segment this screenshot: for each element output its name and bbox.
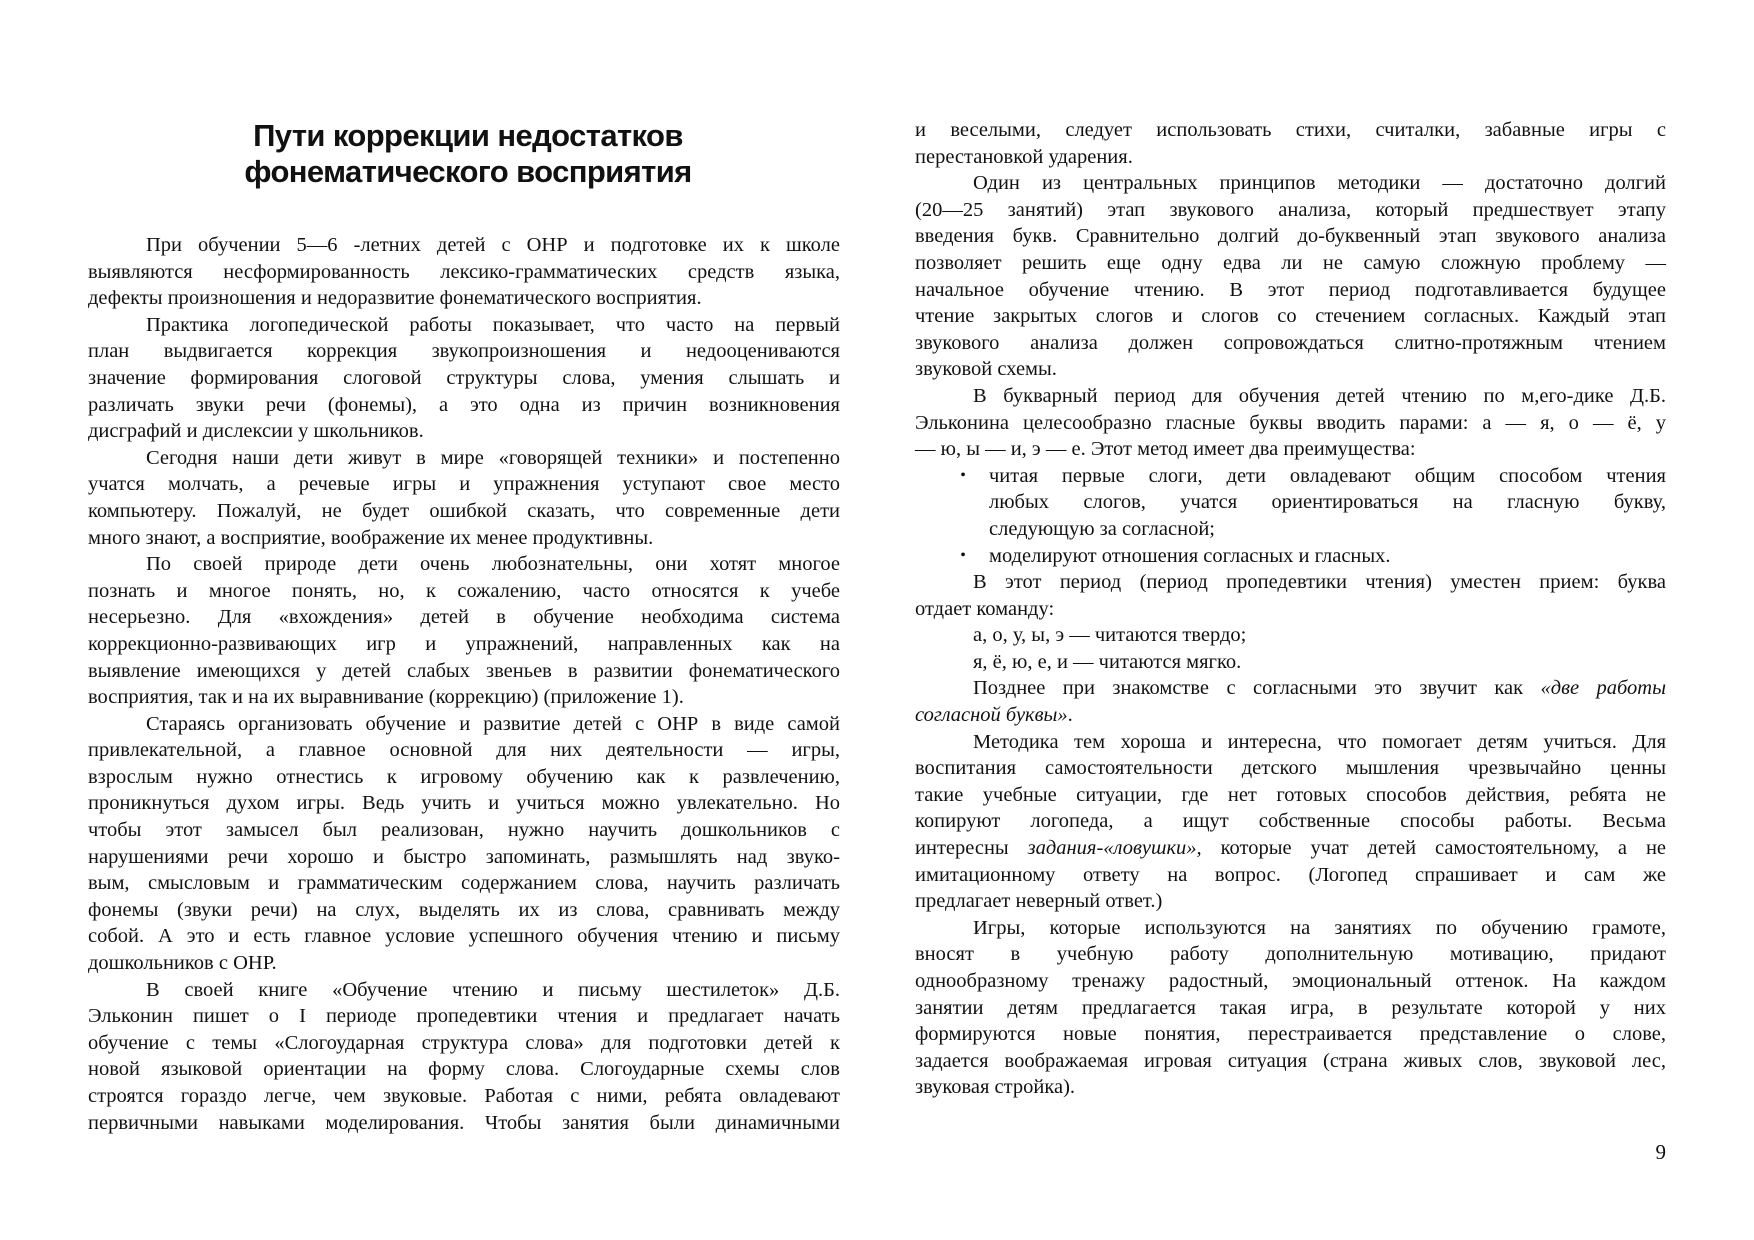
text-run: привлекательной, а главное основной для них деятельности — игры, (88, 739, 840, 762)
text-line (915, 170, 1666, 197)
text-run: любых слогов, учатся ориентироваться на гласную букву, (989, 491, 1666, 514)
text-run: проникнуться духом игры. Ведь учить и учиться можно увлекательно. Но (88, 792, 840, 815)
bullet-icon: • (960, 466, 966, 484)
text-run: взрослым нужно отнестись к игровому обучению как к развлечению, (88, 765, 840, 788)
text-run: однообразному тренажу радостный, эмоциональный оттенок. На каждом (915, 970, 1666, 992)
text-run: В букварный период для обучения детей чтению по м,его-дике Д.Б. (973, 384, 1666, 407)
text-line (88, 870, 840, 897)
bullet-list-item (915, 543, 1666, 570)
text-line (88, 525, 840, 552)
text-line (915, 223, 1666, 250)
text-line (88, 1056, 840, 1083)
text-run: предлагает неверный ответ.) (915, 890, 1163, 913)
paragraph (915, 622, 1666, 649)
text-line (88, 392, 840, 419)
text-run: начальное обучение чтению. В этот период подготавливается будущее (915, 278, 1666, 301)
text-run: и веселыми, следует использовать стихи, считалки, забавные игры с (915, 119, 1666, 141)
text-run: восприятия, так и на их выравнивание (коррекцию) (приложение 1). (88, 686, 684, 709)
text-line (915, 649, 1666, 676)
text-run: компьютеру. Пожалуй, не будет ошибкой сказать, что современные дети (88, 499, 840, 522)
text-line (88, 551, 840, 578)
text-run: введения букв. Сравнительно долгий до-буквенный этап звукового анализа (915, 225, 1666, 248)
text-run: воспитания самостоятельности детского мышления чрезвычайно ценны (915, 757, 1666, 780)
text-line (88, 259, 840, 286)
text-line (88, 684, 840, 711)
text-line (88, 232, 840, 259)
text-line (915, 277, 1666, 304)
text-line (915, 702, 1666, 729)
text-run: чтобы этот замысел был реализован, нужно научить дошкольников с (88, 819, 840, 842)
text-run: занятии детям предлагается такая игра, в результате которой у них (915, 996, 1666, 1019)
text-line (88, 923, 840, 950)
text-run: значение формирования слоговой структуры слова, умения слышать и (88, 366, 840, 389)
text-line (88, 977, 840, 1004)
text-run: коррекционно-развивающих игр и упражнений, направленных как на (88, 632, 840, 655)
paragraph (88, 551, 840, 711)
text-line (88, 1030, 840, 1057)
text-run: план выдвигается коррекция звукопроизношения и недооцениваются (88, 340, 840, 363)
text-run: позволяет решить еще одну едва ли не самую сложную проблему — (915, 251, 1666, 274)
text-line (915, 1021, 1666, 1048)
text-line (915, 835, 1666, 862)
text-run: звуковой схемы. (915, 358, 1057, 381)
text-line (915, 303, 1666, 330)
text-line (88, 711, 840, 738)
paragraph (915, 170, 1666, 383)
text-run: формируются новые понятия, перестраивается представление о слове, (915, 1023, 1666, 1046)
text-line (915, 782, 1666, 809)
text-line (915, 915, 1666, 942)
text-line (989, 463, 1666, 490)
text-line (88, 658, 840, 685)
text-run: Стараясь организовать обучение и развитие детей с ОНР в виде самой (146, 712, 840, 735)
text-run: По своей природе дети очень любознательны, они хотят многое (146, 553, 840, 576)
text-line (88, 578, 840, 605)
text-line (88, 631, 840, 658)
text-line (88, 1003, 840, 1030)
text-run: читая первые слоги, дети овладевают общим способом чтения (989, 464, 1666, 487)
text-run: учатся молчать, а речевые игры и упражнения уступают свое место (88, 473, 840, 496)
text-line (88, 764, 840, 791)
text-run: такие учебные ситуации, где нет готовых способов действия, ребята не (915, 783, 1666, 806)
paragraph (88, 711, 840, 977)
text-run: нарушениями речи хорошо и быстро запоминать, размышлять над звуко- (88, 845, 840, 868)
page-title (88, 118, 840, 190)
text-run: В этот период (период пропедевтики чтения) уместен прием: буква (973, 571, 1666, 594)
text-run: дисграфий и дислексии у школьников. (88, 420, 424, 443)
italic-text-run: согласной буквы» (915, 704, 1068, 727)
text-run: следующую за согласной; (989, 517, 1215, 540)
text-run: строятся гораздо легче, чем звуковые. Работая с ними, ребята овладевают (88, 1085, 840, 1107)
text-run: вносят в учебную работу дополнительную мотивацию, придают (915, 943, 1666, 966)
text-line (915, 808, 1666, 835)
text-run: задается воображаемая игровая ситуация (страна живых слов, звуковой лес, (915, 1049, 1666, 1072)
text-line (915, 1074, 1666, 1101)
text-run: Один из центральных принципов методики — достаточно долгий (973, 172, 1666, 195)
text-run: которые учат детей самостоятельному, а не (1220, 837, 1667, 860)
text-run: новой языковой ориентации на форму слова. Слогоударные схемы слов (88, 1058, 840, 1081)
text-run: чтение закрытых слогов и слогов со стечением согласных. Каждый этап (915, 305, 1666, 328)
text-run: Эльконин пишет о I периоде пропедевтики чтения и предлагает начать (88, 1005, 840, 1028)
text-line (915, 862, 1666, 889)
right-column-body-bottom (915, 569, 1666, 1101)
paragraph (915, 569, 1666, 622)
text-run: познать и многое понять, но, к сожалению, часто относятся к учебе (88, 579, 840, 602)
text-run: дефекты произношения и недоразвитие фонематического восприятия. (88, 287, 702, 310)
paragraph (915, 117, 1666, 170)
text-run: звуковая стройка). (915, 1076, 1076, 1099)
text-line (915, 117, 1666, 144)
text-line (88, 418, 840, 445)
text-run: . (1067, 704, 1073, 727)
text-run: При обучении 5—6 -летних детей с ОНР и подготовке их к школе (146, 234, 840, 256)
text-run: перестановкой ударения. (915, 145, 1133, 168)
text-line (915, 941, 1666, 968)
text-line (915, 729, 1666, 756)
text-run: звукового анализа должен сопровождаться слитно-протяжным чтением (915, 331, 1666, 354)
text-line (915, 1048, 1666, 1075)
paragraph (915, 729, 1666, 915)
text-line (88, 498, 840, 525)
text-line (915, 383, 1666, 410)
italic-text-run: задания-«ловушки», (1027, 837, 1202, 860)
text-line (915, 596, 1666, 623)
text-line (88, 790, 840, 817)
text-line (915, 968, 1666, 995)
text-line (915, 888, 1666, 915)
text-run: первичными навыками моделирования. Чтобы занятия были динамичными (88, 1111, 840, 1134)
page-number: 9 (1655, 1140, 1666, 1164)
text-run: фонемы (звуки речи) на слух, выделять их из слова, сравнивать между (88, 898, 840, 921)
text-run: Практика логопедической работы показывает, что часто на первый (146, 313, 840, 336)
paragraph (915, 675, 1666, 728)
text-line (915, 995, 1666, 1022)
text-line (88, 471, 840, 498)
text-run: копируют логопеда, а ищут собственные способы работы. Весьма (915, 810, 1666, 833)
text-line (915, 569, 1666, 596)
text-line (88, 312, 840, 339)
text-run: (20—25 занятий) этап звукового анализа, который предшествует этапу (915, 198, 1666, 221)
text-line (88, 737, 840, 764)
title-line-1: Пути коррекции недостатков (253, 118, 683, 153)
left-column-body (88, 232, 840, 1136)
bullet-icon: • (960, 546, 966, 564)
text-run: много знают, а восприятие, воображение их менее продуктивны. (88, 526, 654, 549)
text-line (989, 489, 1666, 516)
text-run: обучение с темы «Слогоударная структура слова» для подготовки детей к (88, 1031, 840, 1054)
paragraph (88, 445, 840, 551)
text-run: Эльконина целесообразно гласные буквы вводить парами: а — я, о — ё, у (915, 411, 1666, 434)
paragraph (915, 915, 1666, 1101)
text-line (989, 543, 1666, 570)
text-line (989, 516, 1666, 543)
bullet-list (915, 463, 1666, 569)
text-line (88, 1110, 840, 1137)
text-line (88, 365, 840, 392)
text-line (915, 144, 1666, 171)
paragraph (88, 312, 840, 445)
text-line (88, 1083, 840, 1110)
text-line (915, 330, 1666, 357)
text-run: В своей книге «Обучение чтению и письму шестилеток» Д.Б. (146, 978, 840, 1001)
text-line (915, 755, 1666, 782)
text-run: моделируют отношения согласных и гласных. (989, 544, 1391, 567)
text-line (915, 250, 1666, 277)
text-line (88, 604, 840, 631)
text-run: выявляются несформированность лексико-грамматических средств языка, (88, 260, 840, 283)
paragraph (915, 383, 1666, 463)
title-line-2: фонематического восприятия (244, 154, 692, 189)
text-line (88, 897, 840, 924)
text-line (915, 675, 1666, 702)
text-run: имитационному ответу на вопрос. (Логопед спрашивает и сам же (915, 863, 1666, 886)
title-spacer (88, 190, 840, 232)
paragraph (88, 232, 840, 312)
text-run: собой. А это и есть главное условие успешного обучения чтению и письму (88, 925, 840, 948)
text-line (88, 285, 840, 312)
text-line (88, 950, 840, 977)
text-line (88, 445, 840, 472)
text-run: а, о, у, ы, э — читаются твердо; (973, 624, 1247, 647)
text-run: Позднее при знакомстве с согласными это звучит как (973, 677, 1524, 700)
text-run: несерьезно. Для «вхождения» детей в обучение необходима система (88, 606, 840, 629)
bullet-list-item (915, 463, 1666, 543)
text-line (88, 844, 840, 871)
text-line (915, 197, 1666, 224)
text-run: дошкольников с ОНР. (88, 952, 277, 975)
text-run: различать звуки речи (фонемы), а это одна из причин возникновения (88, 393, 840, 416)
text-run: Методика тем хороша и интересна, что помогает детям учиться. Для (973, 730, 1666, 753)
text-line (915, 436, 1666, 463)
italic-text-run: «две работы (1540, 677, 1666, 700)
paragraph (915, 649, 1666, 676)
text-run: я, ё, ю, е, и — читаются мягко. (973, 650, 1242, 673)
text-line (88, 817, 840, 844)
text-line (915, 622, 1666, 649)
left-column (88, 118, 840, 1136)
text-run: Игры, которые используются на занятиях по обучению грамоте, (973, 916, 1666, 939)
right-column-body-top (915, 117, 1666, 463)
right-column (915, 117, 1666, 1101)
text-line (88, 338, 840, 365)
text-run: Сегодня наши дети живут в мире «говорящей техники» и постепенно (146, 446, 840, 469)
text-run: выявление имеющихся у детей слабых звеньев в развитии фонематического (88, 659, 840, 682)
text-run: вым, смысловым и грамматическим содержанием слова, научить различать (88, 872, 840, 895)
text-run: — ю, ы — и, э — е. Этот метод имеет два преимущества: (915, 438, 1416, 461)
text-run: интересны (915, 837, 1009, 860)
text-line (915, 356, 1666, 383)
text-run: отдает команду: (915, 597, 1055, 620)
paragraph (88, 977, 840, 1137)
text-line (915, 410, 1666, 437)
